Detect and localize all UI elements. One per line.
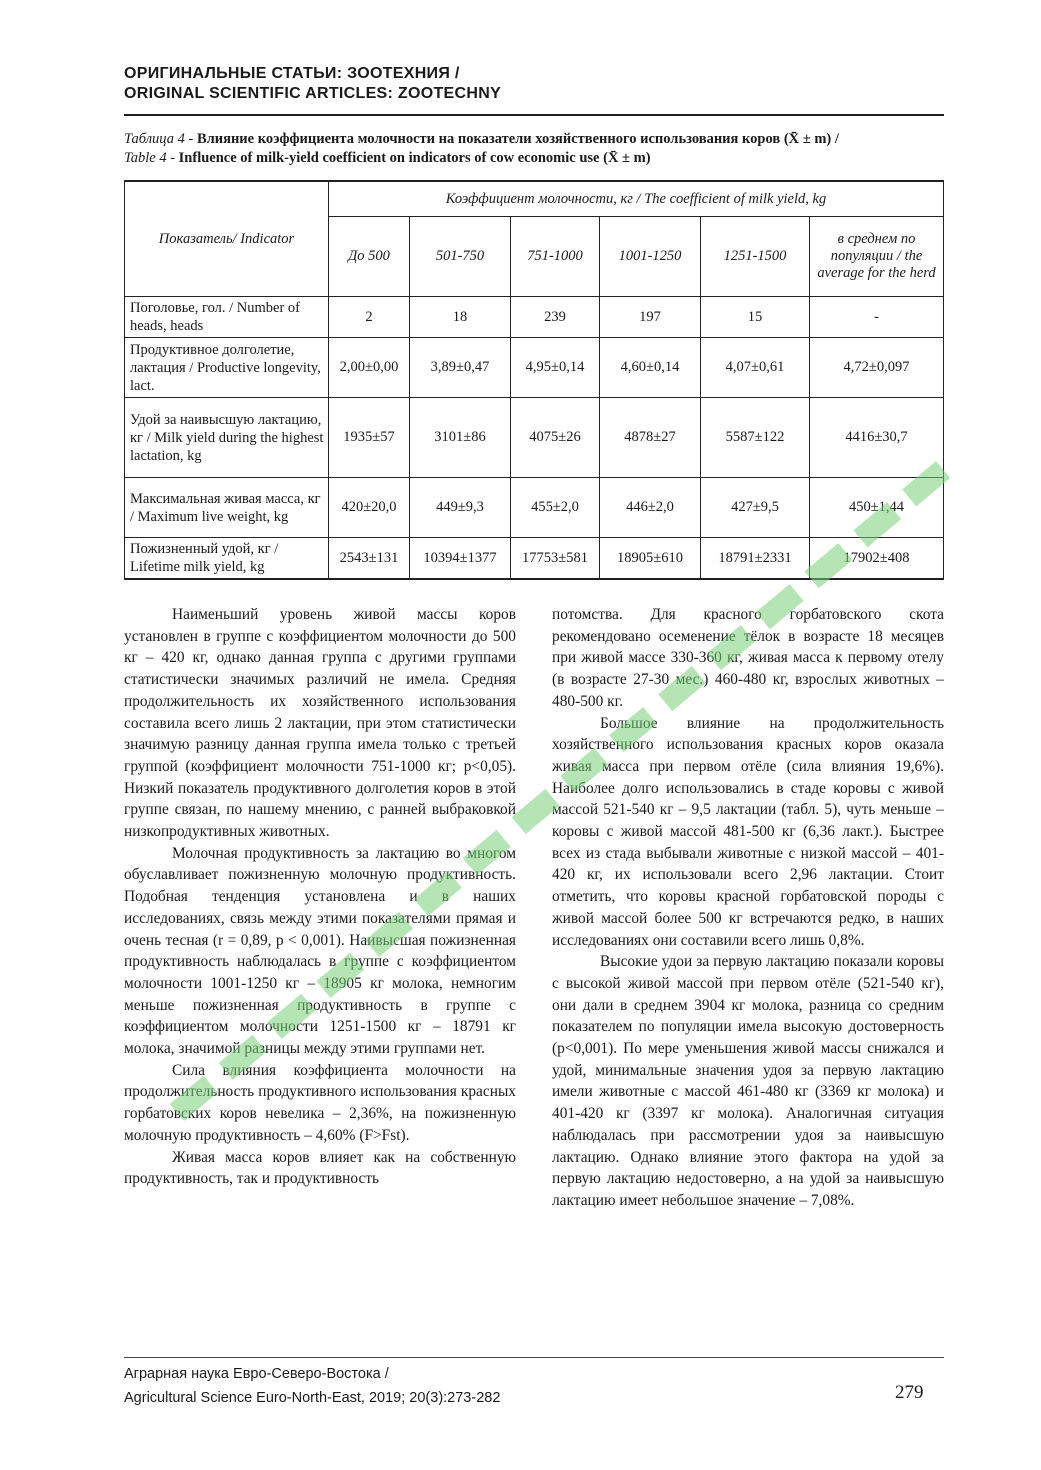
table-cell: - <box>810 297 944 338</box>
table-cell: 197 <box>600 297 701 338</box>
paragraph: Высокие удои за первую лактацию показали коровы с высокой живой массой при первом отёле (521-540 кг), они дали в среднем 3904 кг молока, разница со средним показателем по популяции имела высокую достоверность (p<0,001). По мере уменьшения живой массы снижался и удой, минимальные значения удоя за первую лактацию имели животные с массой 461-480 кг (3369 кг молока) и 401-420 кг (3397 кг молока). Аналогичная ситуация наблюдалась при рассмотрении удоя за наивысшую лактацию. Однако влияние этого фактора на удой за первую лактацию недостоверно, а на удой за наивысшую лактацию имеет небольшое значение – 7,08%. <box>552 953 944 1209</box>
row-label: Пожизненный удой, кг / Lifetime milk yield, kg <box>125 538 329 580</box>
journal-footer <box>124 1362 624 1410</box>
section-header-en: ORIGINAL SCIENTIFIC ARTICLES: ZOOTECHNY <box>124 85 502 102</box>
table-cell: 3101±86 <box>410 398 511 478</box>
paragraph: потомства. Для красного горбатовского скота рекомендовано осеменение тёлок в возрасте 18 месяцев при живой массе 330-360 кг, живая масса к первому отелу (в возрасте 27-30 мес.) 460-480 кг, взрослых животных – 480-500 кг. <box>552 606 944 710</box>
table-cell: 2543±131 <box>329 538 410 580</box>
paragraph: Наименьший уровень живой массы коров установлен в группе с коэффициентом молочности до 500 кг – 420 кг, однако данная группа с другими группами статистически значимых различий не имела. Средняя продолжительность их хозяйственного использования составила всего лишь 2 лактации, при этом статистически значимую разницу данная группа имела только с третьей группой (коэффициент молочности 751-1000 кг; p<0,05). Низкий показатель продуктивного долголетия коров в этой группе связан, по нашему мнению, с ранней выбраковкой низкопродуктивных животных. <box>124 606 516 841</box>
data-table <box>124 180 944 580</box>
caption-en <box>124 149 944 168</box>
section-header-ru: ОРИГИНАЛЬНЫЕ СТАТЬИ: ЗООТЕХНИЯ / <box>124 65 460 82</box>
table-caption <box>124 130 944 168</box>
paragraph: Большое влияние на продолжительность хозяйственного использования красных коров оказала живая масса при первом отёле (сила влияния 19,6%). Наиболее долго использовались в стаде коровы с живой массой 521-540 кг – 9,5 лактации (табл. 5), чуть меньше – коровы с живой массой 481-500 кг (6,36 лакт.). Быстрее всех из стада выбывали животные с низкой массой – 401-420 кг, их использовали всего 2,96 лактации. Стоит отметить, что коровы красной горбатовской породы с живой массой более 500 кг встречаются редко, в наших исследованиях они составили всего лишь 0,8%. <box>552 714 944 949</box>
table-row <box>125 338 944 398</box>
footer-rule <box>124 1357 944 1358</box>
table-cell: 449±9,3 <box>410 478 511 538</box>
table-cell: 239 <box>511 297 600 338</box>
table-cell: 4,07±0,61 <box>701 338 810 398</box>
header-rule <box>124 114 944 116</box>
caption-en-label: Table 4 - <box>124 150 176 166</box>
journal-citation-en: Agricultural Science Euro-North-East, 2019; 20(3):273-282 <box>124 1390 501 1406</box>
column-header: 1251-1500 <box>701 217 810 297</box>
column-header-average: в среднем по популяции / the average for the herd <box>810 217 944 297</box>
journal-name-ru: Аграрная наука Евро-Северо-Востока / <box>124 1366 389 1382</box>
indicator-header: Показатель/ Indicator <box>125 181 329 297</box>
table-cell: 5587±122 <box>701 398 810 478</box>
caption-en-title: Influence of milk-yield coefficient on indicators of cow economic use (X̄ ± m) <box>178 150 651 166</box>
row-label: Максимальная живая масса, кг / Maximum live weight, kg <box>125 478 329 538</box>
table-row <box>125 398 944 478</box>
table-cell: 4878±27 <box>600 398 701 478</box>
group-header: Коэффициент молочности, кг / The coefficient of milk yield, kg <box>329 181 944 217</box>
row-label: Удой за наивысшую лактацию, кг / Milk yield during the highest lactation, kg <box>125 398 329 478</box>
table-cell: 18791±2331 <box>701 538 810 580</box>
row-label: Поголовье, гол. / Number of heads, heads <box>125 297 329 338</box>
table-cell: 450±1,44 <box>810 478 944 538</box>
table-cell: 18905±610 <box>600 538 701 580</box>
table-header-row <box>125 181 944 217</box>
paragraph: Живая масса коров влияет как на собственную продуктивность, так и продуктивность <box>124 1148 516 1188</box>
table-cell: 17753±581 <box>511 538 600 580</box>
table-cell: 427±9,5 <box>701 478 810 538</box>
column-header: 501-750 <box>410 217 511 297</box>
page-number: 279 <box>895 1382 924 1403</box>
table-cell: 17902±408 <box>810 538 944 580</box>
table-cell: 10394±1377 <box>410 538 511 580</box>
table-cell: 2 <box>329 297 410 338</box>
section-header <box>124 64 944 104</box>
column-header: 1001-1250 <box>600 217 701 297</box>
table-cell: 455±2,0 <box>511 478 600 538</box>
table-cell: 4,72±0,097 <box>810 338 944 398</box>
caption-ru-label: Таблица 4 - <box>124 131 194 147</box>
right-text-column <box>552 604 944 1212</box>
column-header: До 500 <box>329 217 410 297</box>
table-cell: 420±20,0 <box>329 478 410 538</box>
table-cell: 4,60±0,14 <box>600 338 701 398</box>
table-cell: 4416±30,7 <box>810 398 944 478</box>
table-cell: 3,89±0,47 <box>410 338 511 398</box>
table-row <box>125 297 944 338</box>
paragraph: Сила влияния коэффициента молочности на продолжительность продуктивного использования красных горбатовских коров невелика – 2,36%, на пожизненную молочную продуктивность – 4,60% (F>Fst). <box>124 1061 516 1144</box>
column-header: 751-1000 <box>511 217 600 297</box>
table-cell: 4,95±0,14 <box>511 338 600 398</box>
caption-ru <box>124 130 944 149</box>
table-row <box>125 478 944 538</box>
row-label: Продуктивное долголетие, лактация / Productive longevity, lact. <box>125 338 329 398</box>
caption-ru-title: Влияние коэффициента молочности на показатели хозяйственного использования коров (X̄ ± m) / <box>196 131 839 147</box>
table-cell: 446±2,0 <box>600 478 701 538</box>
table-cell: 18 <box>410 297 511 338</box>
table-cell: 4075±26 <box>511 398 600 478</box>
table-cell: 15 <box>701 297 810 338</box>
table-cell: 2,00±0,00 <box>329 338 410 398</box>
table-cell: 1935±57 <box>329 398 410 478</box>
paragraph: Молочная продуктивность за лактацию во многом обуславливает пожизненную молочную продуктивность. Подобная тенденция установлена и в наших исследованиях, связь между этими показателями прямая и очень тесная (r = 0,89, p < 0,001). Наивысшая пожизненная продуктивность наблюдалась в группе с коэффициентом молочности 1001-1250 кг – 18905 кг молока, немногим меньше пожизненная продуктивность в группе с коэффициентом молочности 1251-1500 кг – 18791 кг молока, значимой разницы между этими группами нет. <box>124 844 516 1058</box>
